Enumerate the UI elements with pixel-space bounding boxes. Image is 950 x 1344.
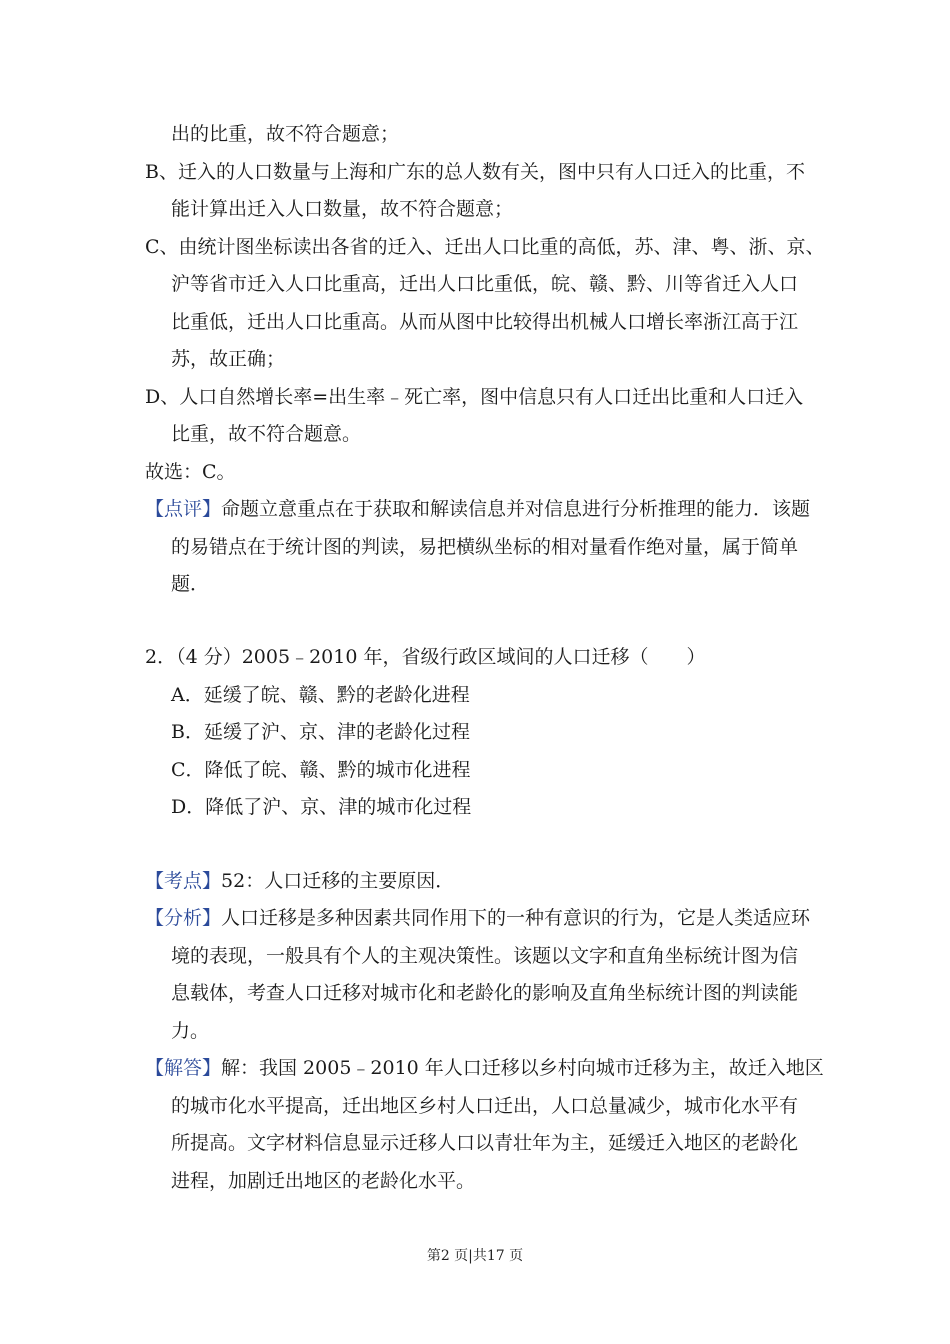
option-c-line-3: 比重低，迁出人口比重高。从而从图中比较得出机械人口增长率浙江高于江 xyxy=(171,311,799,333)
option-a-continuation: 出的比重，故不符合题意； xyxy=(171,123,400,145)
review-text: 命题立意重点在于获取和解读信息并对信息进行分析推理的能力．该题 xyxy=(221,498,811,520)
option-d-line-1: D、人口自然增长率=出生率﹣死亡率，图中信息只有人口迁出比重和人口迁入 xyxy=(145,386,804,408)
question-2-stem: 2．（4 分）2005﹣2010 年，省级行政区域间的人口迁移（ ） xyxy=(145,646,706,668)
review-line-3: 题． xyxy=(171,573,210,595)
knowledge-point xyxy=(145,869,454,893)
q2-option-a: A．延缓了皖、赣、黔的老龄化进程 xyxy=(171,684,470,706)
answer-choice: 故选：C。 xyxy=(145,461,236,483)
review-tag: 【点评】 xyxy=(145,498,222,520)
review-line-2: 的易错点在于统计图的判读，易把横纵坐标的相对量看作绝对量，属于简单 xyxy=(171,536,799,558)
analysis-line-3: 息载体，考查人口迁移对城市化和老龄化的影响及直角坐标统计图的判读能 xyxy=(171,982,799,1004)
analysis-line-2: 境的表现，一般具有个人的主观决策性。该题以文字和直角坐标统计图为信 xyxy=(171,945,799,967)
analysis-line-4: 力。 xyxy=(171,1020,210,1042)
solution-text: 解：我国 2005﹣2010 年人口迁移以乡村向城市迁移为主，故迁入地区 xyxy=(221,1057,824,1079)
option-c-line-2: 沪等省市迁入人口比重高，迁出人口比重低，皖、赣、黔、川等省迁入人口 xyxy=(171,273,799,295)
solution-line-4: 进程，加剧迁出地区的老龄化水平。 xyxy=(171,1170,476,1192)
q2-option-d: D．降低了沪、京、津的城市化过程 xyxy=(171,796,472,818)
option-b-line-2: 能计算出迁入人口数量，故不符合题意； xyxy=(171,198,514,220)
solution-line-3: 所提高。文字材料信息显示迁移人口以青壮年为主，延缓迁入地区的老龄化 xyxy=(171,1132,799,1154)
option-c-line-4: 苏，故正确； xyxy=(171,348,286,370)
analysis-tag: 【分析】 xyxy=(145,907,222,929)
option-c-line-1: C、由统计图坐标读出各省的迁入、迁出人口比重的高低，苏、津、粤、浙、京、 xyxy=(145,236,825,258)
q2-option-c: C．降低了皖、赣、黔的城市化进程 xyxy=(171,759,471,781)
q2-option-b: B．延缓了沪、京、津的老龄化过程 xyxy=(171,721,470,743)
point-text: 52：人口迁移的主要原因． xyxy=(221,870,455,892)
solution-tag: 【解答】 xyxy=(145,1057,222,1079)
solution-line-1 xyxy=(145,1056,824,1080)
review-line-1 xyxy=(145,497,810,521)
point-tag: 【考点】 xyxy=(145,870,222,892)
option-b-line-1: B、迁入的人口数量与上海和广东的总人数有关，图中只有人口迁入的比重，不 xyxy=(145,161,805,183)
solution-line-2: 的城市化水平提高，迁出地区乡村人口迁出，人口总量减少，城市化水平有 xyxy=(171,1095,799,1117)
analysis-text: 人口迁移是多种因素共同作用下的一种有意识的行为，它是人类适应环 xyxy=(221,907,811,929)
option-d-line-2: 比重，故不符合题意。 xyxy=(171,423,362,445)
page-footer: 第2 页|共17 页 xyxy=(426,1248,524,1264)
analysis-line-1 xyxy=(145,906,810,930)
